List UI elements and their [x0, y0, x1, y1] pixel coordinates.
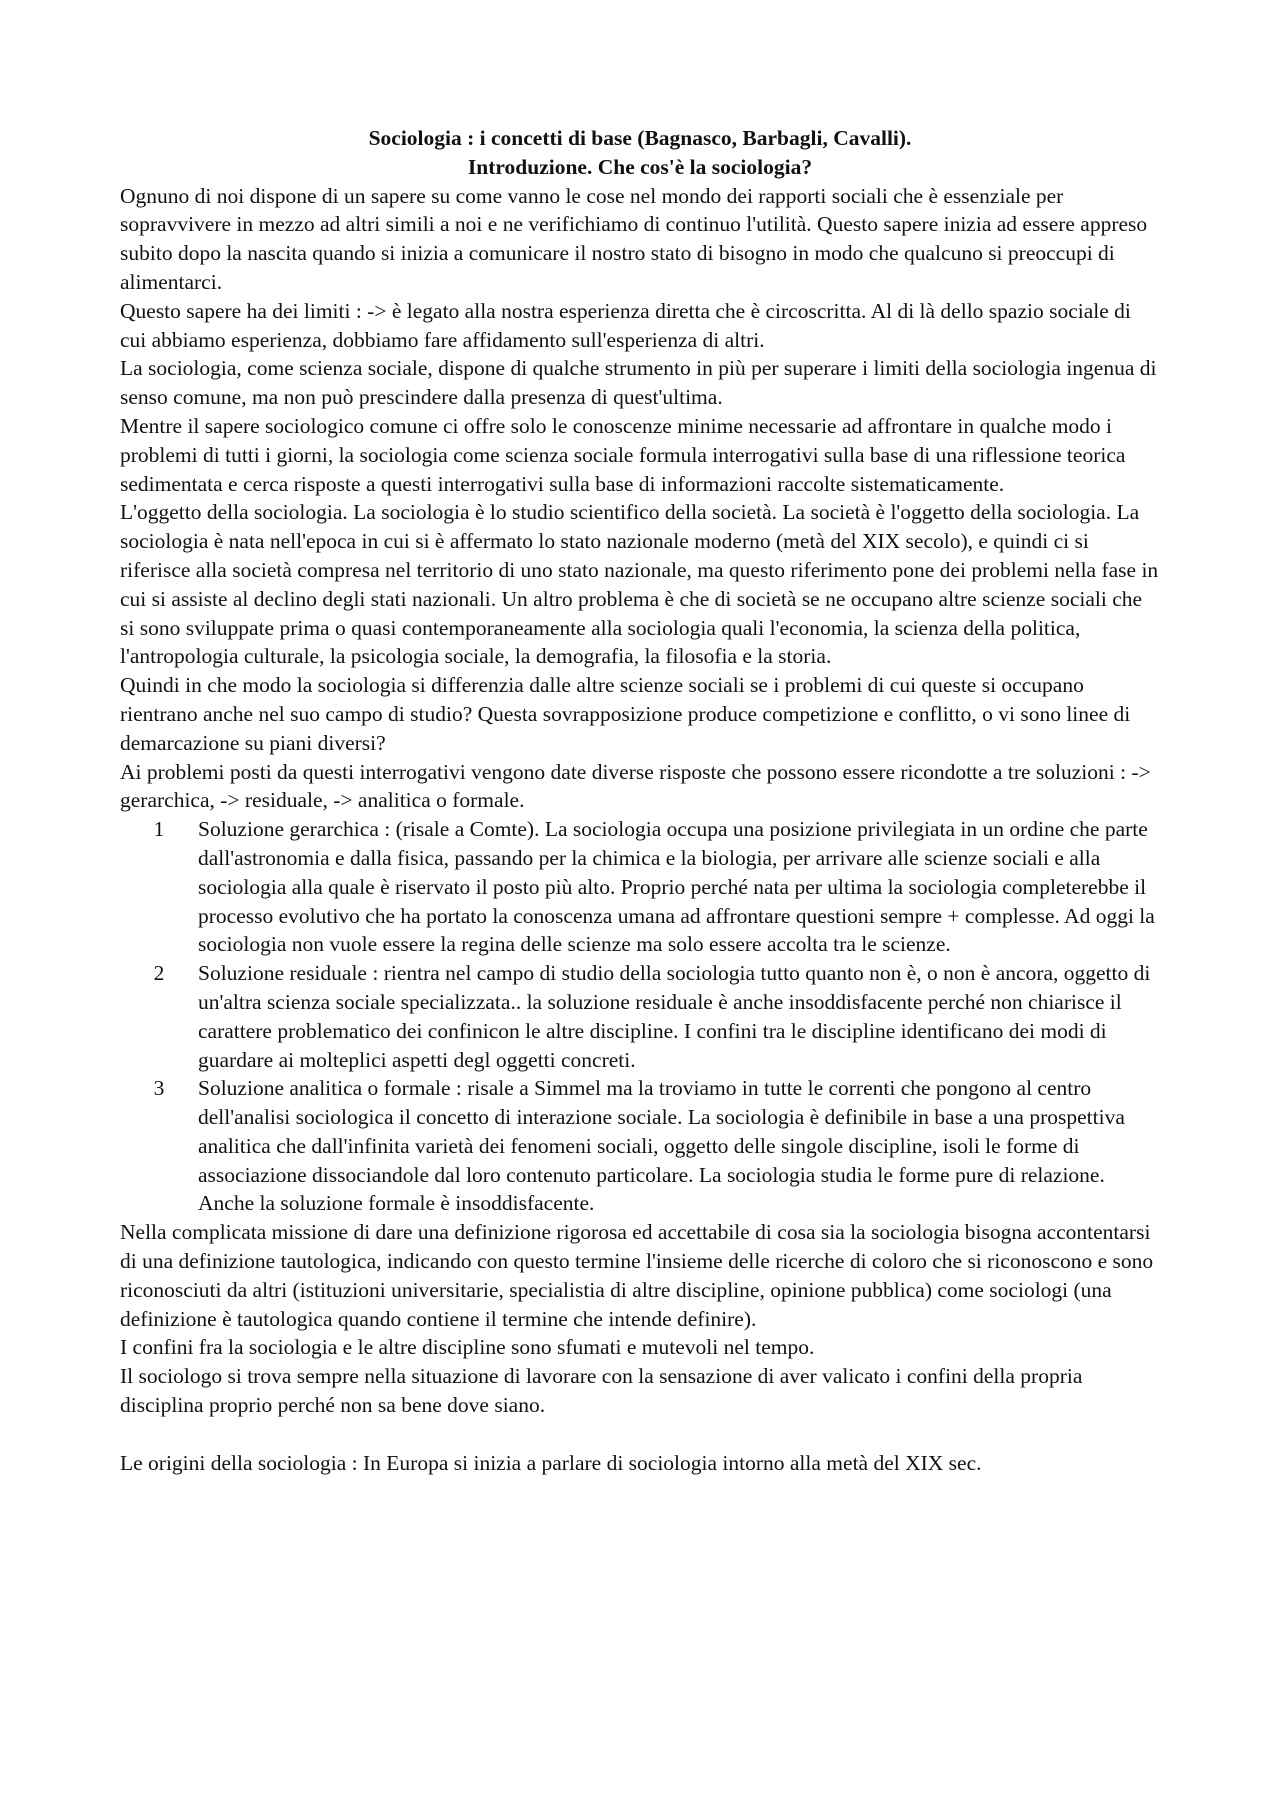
blank-line [120, 1420, 1160, 1449]
paragraph: Le origini della sociologia : In Europa si inizia a parlare di sociologia intorno alla metà del XIX sec. [120, 1450, 982, 1475]
list-item-number: 2 [153, 961, 165, 986]
list-item [120, 959, 1160, 1074]
list-note: Anche la soluzione formale è insoddisfacente. [198, 1191, 595, 1216]
list-item-number: 1 [153, 817, 165, 842]
list-item-number: 3 [153, 1076, 165, 1101]
paragraph: Mentre il sapere sociologico comune ci offre solo le conoscenze minime necessarie ad affrontare in qualche modo i problemi di tutti i giorni, la sociologia come scienza sociale formula interrogativi sulla base di una riflessione teorica sedimentata e cerca risposte a questi interrogativi sulla base di informazioni raccolte sistematicamente. [120, 413, 1126, 496]
paragraph: Questo sapere ha dei limiti : -> è legato alla nostra esperienza diretta che è circoscritta. Al di là dello spazio sociale di cui abbiamo esperienza, dobbiamo fare affidamento sull'esperienza di altri. [120, 298, 1131, 352]
list-item [120, 1074, 1160, 1189]
list-item [120, 815, 1160, 959]
paragraph: Ai problemi posti da questi interrogativi vengono date diverse risposte che possono essere ricondotte a tre soluzioni : -> gerarchica, -> residuale, -> analitica o formale. [120, 759, 1151, 813]
paragraph: L'oggetto della sociologia. La sociologia è lo studio scientifico della società. La società è l'oggetto della sociologia. La sociologia è nata nell'epoca in cui si è affermato lo stato nazionale moderno (metà del XIX secolo), e quindi ci si riferisce alla società compresa nel territorio di uno stato nazionale, ma questo riferimento pone dei problemi nella fase in cui si assiste al declino degli stati nazionali. Un altro problema è che di società se ne occupano altre scienze sociali che si sono sviluppate prima o quasi contemporaneamente alla sociologia quali l'economia, la scienza della politica, l'antropologia culturale, la psicologia sociale, la demografia, la filosofia e la storia. [120, 500, 1159, 669]
paragraph: Quindi in che modo la sociologia si differenzia dalle altre scienze sociali se i problemi di cui queste si occupano rientrano anche nel suo campo di studio? Questa sovrapposizione produce competizione e conflitto, o vi sono linee di demarcazione su piani diversi? [120, 673, 1131, 755]
solutions-list [120, 815, 1160, 1189]
paragraph: I confini fra la sociologia e le altre discipline sono sfumati e mutevoli nel tempo. [120, 1335, 815, 1360]
paragraph: Nella complicata missione di dare una definizione rigorosa ed accettabile di cosa sia la sociologia bisogna accontentarsi di una definizione tautologica, indicando con questo termine l'insieme delle ricerche di coloro che si riconoscono e sono riconosciuti da altri (istituzioni universitarie, specialistia di altre discipline, opinione pubblica) come sociologi (una definizione è tautologica quando contiene il termine che intende definire). [120, 1220, 1154, 1331]
list-item-text: Soluzione gerarchica : (risale a Comte). La sociologia occupa una posizione privilegiata in un ordine che parte dall'astronomia e dalla fisica, passando per la chimica e la biologia, per arrivare alle scienze sociali e alla sociologia alla quale è riservato il posto più alto. Proprio perché nata per ultima la sociologia completerebbe il processo evolutivo che ha portato la conoscenza umana ad affrontare questioni sempre + complesse. Ad oggi la sociologia non vuole essere la regina delle scienze ma solo essere accolta tra le scienze. [198, 817, 1155, 957]
paragraph: La sociologia, come scienza sociale, dispone di qualche strumento in più per superare i limiti della sociologia ingenua di senso comune, ma non può prescindere dalla presenza di quest'ultima. [120, 356, 1157, 410]
paragraph: Ognuno di noi dispone di un sapere su come vanno le cose nel mondo dei rapporti sociali che è essenziale per sopravvivere in mezzo ad altri simili a noi e ne verifichiamo di continuo l'utilità. Questo sapere inizia ad essere appreso subito dopo la nascita quando si inizia a comunicare il nostro stato di bisogno in modo che qualcuno si preoccupi di alimentarci. [120, 183, 1148, 294]
document-title: Sociologia : i concetti di base (Bagnasco, Barbagli, Cavalli). [368, 126, 912, 150]
list-item-text: Soluzione analitica o formale : risale a Simmel ma la troviamo in tutte le correnti che pongono al centro dell'analisi sociologica il concetto di interazione sociale. La sociologia è definibile in base a una prospettiva analitica che dall'infinita varietà dei fenomeni sociali, oggetto delle singole discipline, isoli le forme di associazione dissociandole dal loro contenuto particolare. La sociologia studia le forme pure di relazione. [198, 1076, 1125, 1187]
paragraph: Il sociologo si trova sempre nella situazione di lavorare con la sensazione di aver valicato i confini della propria disciplina proprio perché non sa bene dove siano. [120, 1364, 1083, 1418]
list-item-text: Soluzione residuale : rientra nel campo di studio della sociologia tutto quanto non è, o non è ancora, oggetto di un'altra scienza sociale specializzata.. la soluzione residuale è anche insoddisfacente perché non chiarisce il carattere problematico dei confinicon le altre discipline. I confini tra le discipline identificano dei modi di guardare ai molteplici aspetti degl oggetti concreti. [198, 961, 1151, 1072]
section-heading: Introduzione. Che cos'è la sociologia? [467, 154, 813, 179]
